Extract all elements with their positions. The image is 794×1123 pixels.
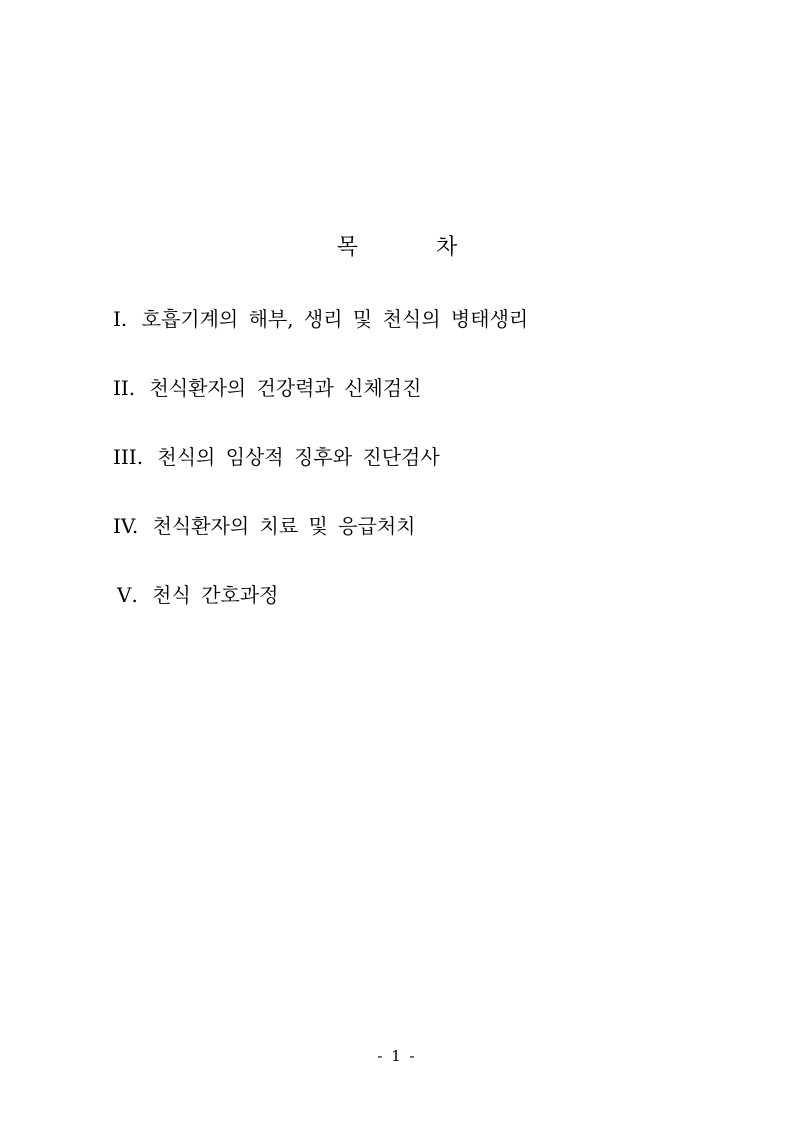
toc-item-number: Ⅴ.: [117, 583, 138, 607]
toc-item-number: I.: [113, 307, 128, 331]
toc-item-2: [113, 372, 528, 441]
toc-item-label: 천식 간호과정: [152, 583, 279, 607]
toc-item-number: II.: [113, 376, 136, 400]
page-number: - 1 -: [377, 1047, 417, 1065]
toc-item-3: [113, 441, 528, 510]
toc-item-number: IV.: [113, 514, 139, 538]
toc-item-5: [113, 579, 528, 648]
title-char-first: 목: [336, 235, 358, 260]
toc-item-label: 천식의 임상적 징후와 진단검사: [157, 445, 440, 469]
title-char-second: 차: [436, 235, 458, 260]
toc-item-4: [113, 510, 528, 579]
table-of-contents: [113, 303, 528, 648]
toc-item-number: III.: [113, 445, 144, 469]
toc-item-1: [113, 303, 528, 372]
page-title: [0, 230, 794, 261]
toc-item-label: 천식환자의 치료 및 응급처치: [152, 514, 416, 538]
toc-item-label: 천식환자의 건강력과 신체검진: [149, 376, 422, 400]
toc-item-label: 호흡기계의 해부, 생리 및 천식의 병태생리: [141, 307, 529, 331]
